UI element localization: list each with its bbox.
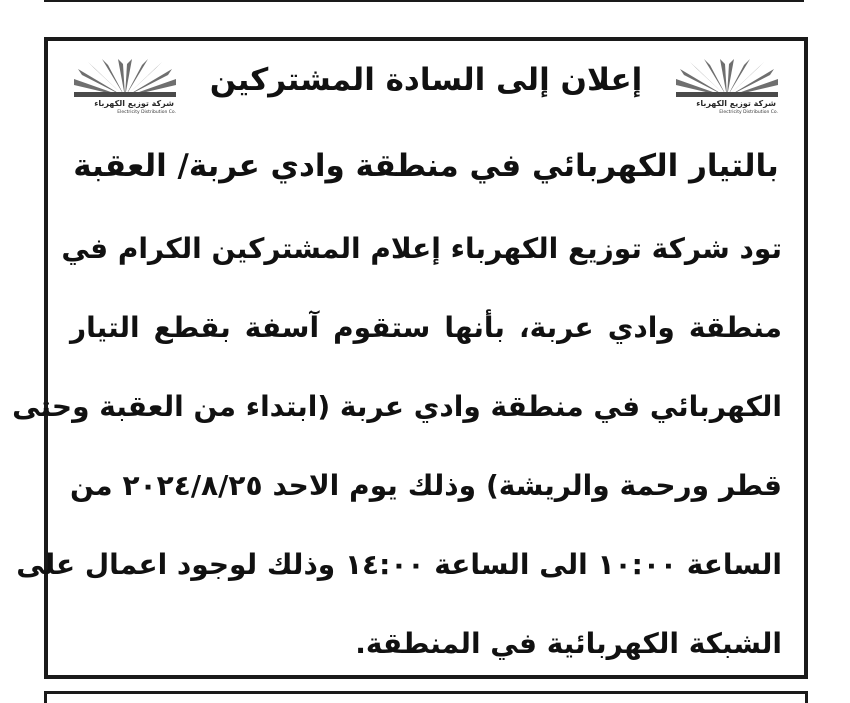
logo-company-name-en: Electricity Distribution Co. — [117, 110, 176, 115]
announcement-subtitle: بالتيار الكهربائي في منطقة وادي عربة/ العقبة — [73, 148, 779, 184]
body-line: الساعة ١٠:٠٠ الى الساعة ١٤:٠٠ وذلك لوجود اعمال على — [16, 548, 782, 581]
announcement-body — [12, 227, 783, 701]
company-logo-right — [672, 59, 782, 119]
previous-ad-frame-edge — [44, 0, 804, 2]
company-logo-left — [70, 59, 180, 119]
body-line: تود شركة توزيع الكهرباء إعلام المشتركين الكرام في — [61, 232, 782, 265]
logo-company-name-ar: شركة توزيع الكهرباء — [696, 99, 776, 108]
body-line: قطر ورحمة والريشة) وذلك يوم الاحد ٢٠٢٤/٨/٢٥ من — [70, 469, 783, 502]
announcement-frame — [12, 37, 808, 679]
body-line-last: الشبكة الكهربائية في المنطقة. — [355, 627, 782, 660]
logo-company-name-en: Electricity Distribution Co. — [719, 110, 778, 115]
body-line: منطقة وادي عربة، بأنها ستقوم آسفة بقطع التيار — [70, 311, 782, 344]
sun-rays-logo-icon — [672, 59, 782, 99]
logo-company-name-ar: شركة توزيع الكهرباء — [94, 99, 174, 108]
announcement-title: إعلان إلى السادة المشتركين — [209, 62, 643, 98]
body-line: الكهربائي في منطقة وادي عربة (ابتداء من العقبة وحتى — [12, 390, 782, 423]
sun-rays-logo-icon — [70, 59, 180, 99]
next-ad-frame-edge — [44, 691, 808, 703]
